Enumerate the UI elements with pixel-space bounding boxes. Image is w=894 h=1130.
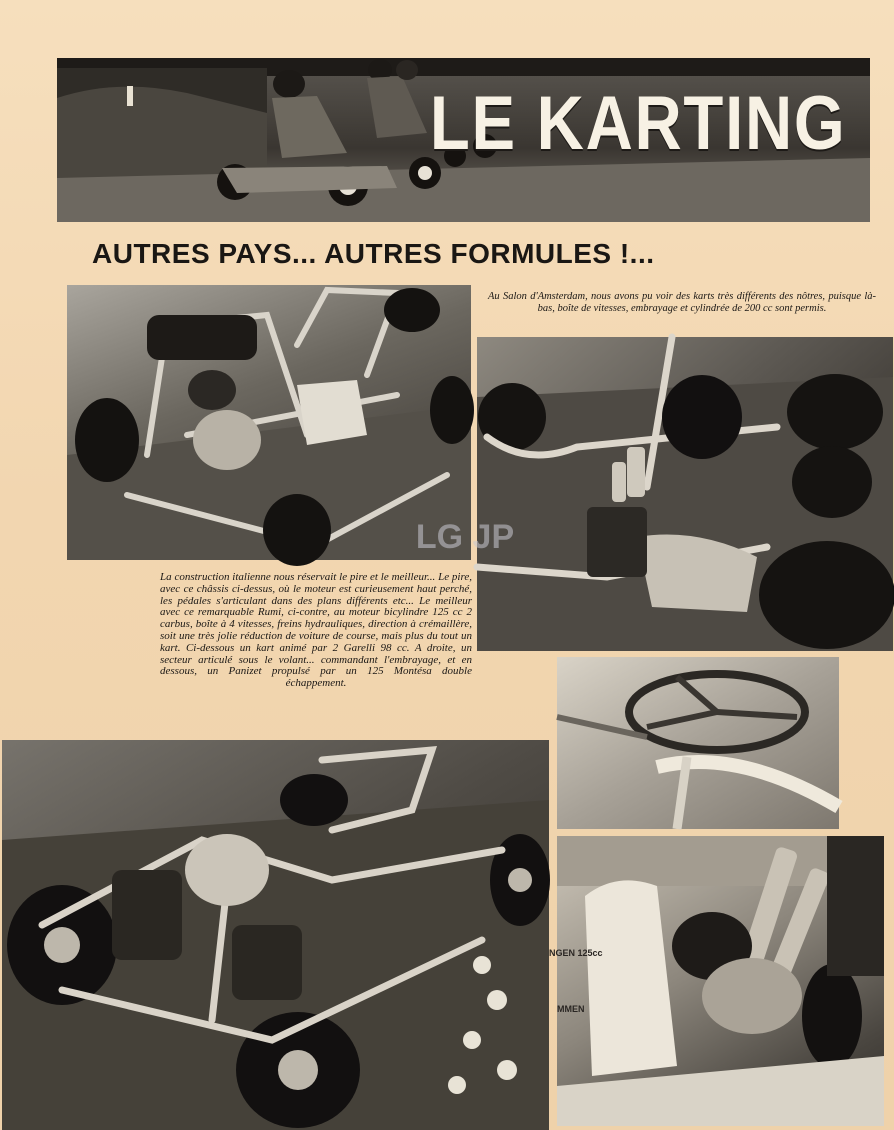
caption-amsterdam: Au Salon d'Amsterdam, nous avons pu voir des karts très différents des nôtres, puisque là-bas, boîte de vitesses, embrayage et cylindrée de 200 cc sont permis. [488,291,876,314]
stand-sign-2: MMEN [557,1004,585,1014]
photo-garelli-kart [2,740,549,1130]
watermark: LG JP [415,518,515,556]
header-photo-karting-race [57,58,870,222]
chassis-drawing-1 [67,285,471,560]
photo-rumi-kart [477,337,893,651]
header-title: LE KARTING [429,81,846,166]
photo-panizet-kart [549,836,884,1126]
chassis-drawing-3 [2,740,549,1130]
caption-italian-construction: La construction italienne nous réservait le pire et le meilleur... Le pire, avec ce châssis ci-dessus, où le moteur est curieusement haut perché, les pédales s'articulant dans des plans différents etc... Le meilleur avec ce remarquable Rumi, ci-contre, au moteur bicylindre 125 cc 2 carbus, boîte à 4 vitesses, freins hydrauliques, direction à crémaillère, soit une très jolie réduction de voiture de course, mais plus du tout un kart. Ci-dessous un kart animé par 2 Garelli 98 cc. A droite, un secteur articulé sous le volant... commandant l'embrayage, et en dessous, un Panizet propulsé par un 125 Montésa double échappement. [160,571,472,690]
photo-italian-chassis [67,285,471,560]
steering-drawing [557,657,839,829]
chassis-drawing-5 [557,836,884,1126]
stand-sign: NGEN 125cc [549,948,603,958]
photo-steering-sector [557,657,839,829]
chassis-drawing-2 [477,337,893,651]
headline: AUTRES PAYS... AUTRES FORMULES !... [92,238,655,269]
